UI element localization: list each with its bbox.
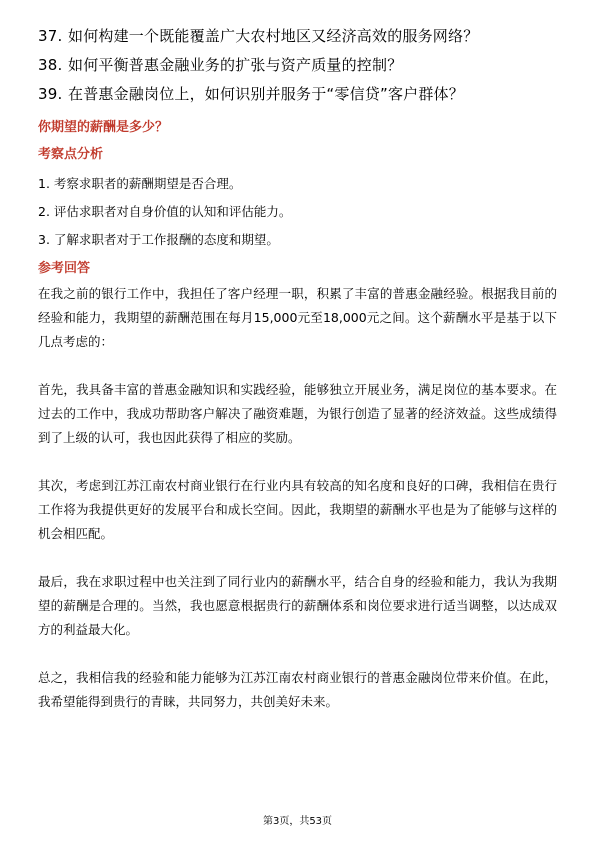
section-title: 你期望的薪酬是多少？ — [38, 120, 169, 135]
question-number: 37. — [38, 27, 63, 45]
answer-body — [38, 282, 557, 714]
question-text: 如何构建一个既能覆盖广大农村地区又经济高效的服务网络？ — [68, 27, 479, 45]
question-item — [38, 51, 557, 80]
answer-paragraph: 其次，考虑到江苏江南农村商业银行在行业内具有较高的知名度和良好的口碑，我相信在贵行工作将为我提供更好的发展平台和成长空间。因此，我期望的薪酬水平也是为了能够与这样的机会相匹配。 — [38, 478, 557, 541]
analysis-title: 考察点分析 — [38, 147, 104, 162]
page-footer: 第3页，共53页 — [262, 816, 333, 827]
answer-title: 参考回答 — [38, 261, 91, 276]
analysis-point-list — [38, 170, 557, 254]
question-item — [38, 22, 557, 51]
answer-paragraph: 最后，我在求职过程中也关注到了同行业内的薪酬水平，结合自身的经验和能力，我认为我期望的薪酬是合理的。当然，我也愿意根据贵行的薪酬体系和岗位要求进行适当调整，以达成双方的利益最大化。 — [38, 574, 557, 637]
analysis-point: 2. 评估求职者对自身价值的认知和评估能力。 — [38, 204, 292, 219]
question-number: 38. — [38, 56, 63, 74]
answer-paragraph: 总之，我相信我的经验和能力能够为江苏江南农村商业银行的普惠金融岗位带来价值。在此，我希望能得到贵行的青睐，共同努力，共创美好未来。 — [38, 670, 557, 709]
analysis-point: 1. 考察求职者的薪酬期望是否合理。 — [38, 176, 242, 191]
question-text: 如何平衡普惠金融业务的扩张与资产质量的控制？ — [68, 56, 403, 74]
answer-paragraph: 在我之前的银行工作中，我担任了客户经理一职，积累了丰富的普惠金融经验。根据我目前的经验和能力，我期望的薪酬范围在每月15,000元至18,000元之间。这个薪酬水平是基于以下几点考虑的： — [38, 286, 557, 349]
question-list — [38, 22, 557, 109]
answer-paragraph: 首先，我具备丰富的普惠金融知识和实践经验，能够独立开展业务，满足岗位的基本要求。在过去的工作中，我成功帮助客户解决了融资难题，为银行创造了显著的经济效益。这些成绩得到了上级的认可，我也因此获得了相应的奖励。 — [38, 382, 557, 445]
analysis-point: 3. 了解求职者对于工作报酬的态度和期望。 — [38, 232, 279, 247]
question-number: 39. — [38, 85, 63, 103]
question-item — [38, 80, 557, 109]
question-text: 在普惠金融岗位上，如何识别并服务于“零信贷”客户群体？ — [68, 85, 464, 103]
